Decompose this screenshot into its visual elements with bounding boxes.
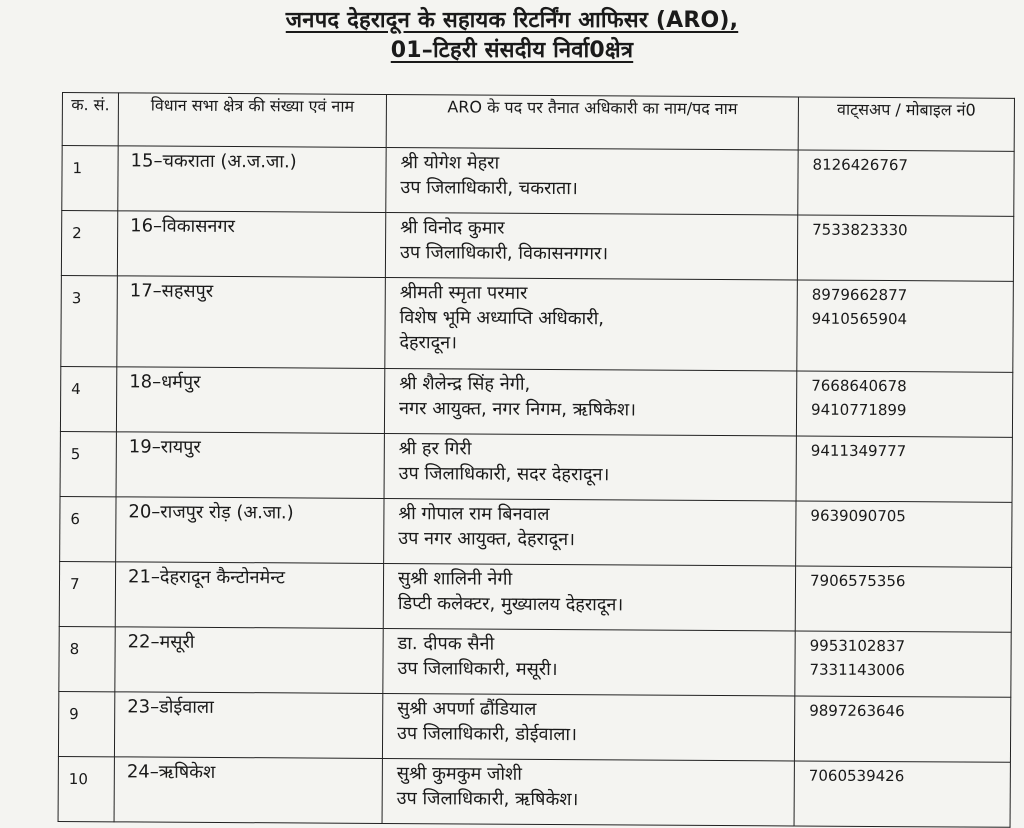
column-header-sno: क. सं.	[62, 93, 118, 146]
officer-designation: नगर आयुक्त, नगर निगम, ऋषिकेश।	[399, 398, 637, 421]
officer-name: श्री विनोद कुमार	[400, 217, 505, 239]
officer-designation: उप जिलाधिकारी, मसूरी।	[397, 658, 558, 681]
phone-number-primary: 9639090705	[810, 506, 906, 526]
table-row	[60, 431, 1012, 502]
table-row	[62, 146, 1014, 217]
aro-table-container	[58, 92, 1014, 828]
officer-name: श्री शैलेन्द्र सिंह नेगी,	[399, 373, 531, 395]
constituency-cell: 19–रायपुर	[116, 432, 384, 499]
serial-number-cell: 7	[59, 561, 115, 626]
column-header-constituency: विधान सभा क्षेत्र की संख्या एवं नाम	[118, 93, 386, 148]
phone-number-secondary: 9410771899	[811, 400, 907, 420]
officer-designation: डिप्टी कलेक्टर, मुख्यालय देहरादून।	[397, 593, 624, 616]
phone-cell	[798, 150, 1014, 216]
table-header-row	[62, 93, 1014, 152]
constituency-cell: 23–डोईवाला	[114, 692, 382, 759]
document-header	[0, 6, 1024, 66]
officer-cell	[383, 628, 795, 696]
phone-number-primary: 7668640678	[811, 376, 907, 396]
officer-cell	[385, 277, 798, 371]
phone-number-primary: 8979662877	[811, 285, 908, 305]
officer-designation: उप जिलाधिकारी, सदर देहरादून।	[398, 463, 610, 486]
serial-number-cell: 2	[61, 211, 117, 276]
phone-number-primary: 7060539426	[808, 766, 905, 786]
serial-number-cell: 4	[60, 366, 116, 431]
constituency-cell: 22–मसूरी	[115, 627, 383, 694]
officer-cell	[384, 368, 796, 436]
column-header-officer: ARO के पद पर तैनात अधिकारी का नाम/पद नाम	[386, 94, 798, 150]
officer-cell	[384, 498, 796, 566]
title-line-1: जनपद देहरादून के सहायक रिटर्निंग आफिसर (ARO),	[285, 8, 739, 33]
phone-number-primary: 7906575356	[809, 571, 906, 591]
officer-designation: उप जिलाधिकारी, डोईवाला।	[397, 723, 578, 746]
table-row	[60, 366, 1012, 437]
officer-name: श्री हर गिरी	[398, 438, 472, 460]
column-header-phone: वाट्सअप / मोबाइल नं0	[798, 97, 1014, 151]
phone-number-primary: 9411349777	[810, 441, 907, 461]
serial-number-cell: 10	[58, 756, 114, 821]
officer-cell	[382, 758, 794, 826]
constituency-cell: 15–चकराता (अ.ज.जा.)	[118, 146, 386, 213]
phone-cell	[794, 761, 1010, 827]
serial-number-cell: 9	[58, 691, 114, 756]
officer-cell	[385, 212, 797, 280]
constituency-cell: 21–देहरादून कैन्टोनमेन्ट	[115, 562, 383, 629]
phone-cell	[794, 696, 1010, 762]
officer-cell	[384, 433, 796, 501]
officer-name: सुश्री अपर्णा ढौंडियाल	[397, 698, 537, 720]
phone-cell	[795, 566, 1011, 632]
table-row	[59, 561, 1011, 632]
phone-cell	[796, 371, 1012, 437]
serial-number-cell: 1	[62, 146, 118, 211]
table-row	[61, 211, 1013, 282]
serial-number-cell: 8	[59, 626, 115, 691]
officer-name: सुश्री शालिनी नेगी	[397, 568, 513, 590]
officer-cell	[386, 147, 798, 215]
constituency-cell: 20–राजपुर रोड़ (अ.जा.)	[116, 497, 384, 564]
constituency-cell: 24–ऋषिकेश	[114, 757, 382, 824]
officer-cell	[383, 563, 795, 631]
phone-number-primary: 9953102837	[809, 636, 906, 656]
officer-name: सुश्री कुमकुम जोशी	[396, 763, 523, 785]
officer-name: डा. दीपक सैनी	[397, 633, 495, 655]
table-row	[58, 691, 1010, 762]
phone-cell	[797, 280, 1014, 372]
officer-designation: विशेष भूमि अध्याप्ति अधिकारी,	[399, 307, 605, 330]
phone-number-secondary: 9410565904	[811, 309, 908, 329]
table-row	[59, 626, 1011, 697]
phone-number-primary: 9897263646	[809, 701, 905, 721]
serial-number-cell: 5	[60, 431, 116, 496]
officer-designation: उप जिलाधिकारी, विकासनगगर।	[399, 242, 609, 265]
phone-number-primary: 8126426767	[812, 155, 909, 175]
officer-designation: उप जिलाधिकारी, चकराता।	[400, 177, 578, 200]
officer-name: श्री योगेश मेहरा	[400, 152, 500, 174]
officer-designation: उप नगर आयुक्त, देहरादून।	[398, 528, 576, 551]
table-row	[60, 496, 1012, 567]
serial-number-cell: 6	[60, 496, 116, 561]
phone-cell	[796, 501, 1012, 567]
constituency-cell: 18–धर्मपुर	[116, 367, 384, 434]
phone-cell	[795, 631, 1011, 697]
phone-cell	[797, 215, 1013, 281]
phone-number-secondary: 7331143006	[809, 660, 905, 680]
phone-cell	[796, 436, 1012, 502]
title-line-2: 01–टिहरी संसदीय निर्वा0क्षेत्र	[390, 38, 634, 63]
officer-name: श्रीमती स्मृता परमार	[399, 282, 528, 304]
aro-table	[58, 92, 1015, 828]
officer-cell	[382, 693, 794, 761]
officer-name: श्री गोपाल राम बिनवाल	[398, 503, 550, 525]
officer-designation-cont: देहरादून।	[399, 332, 458, 354]
serial-number-cell: 3	[61, 275, 118, 366]
constituency-cell: 17–सहसपुर	[117, 276, 386, 369]
table-row	[58, 756, 1010, 827]
officer-designation: उप जिलाधिकारी, ऋषिकेश।	[396, 788, 579, 811]
constituency-cell: 16–विकासनगर	[117, 211, 385, 278]
phone-number-primary: 7533823330	[812, 220, 908, 240]
table-row	[61, 275, 1014, 372]
